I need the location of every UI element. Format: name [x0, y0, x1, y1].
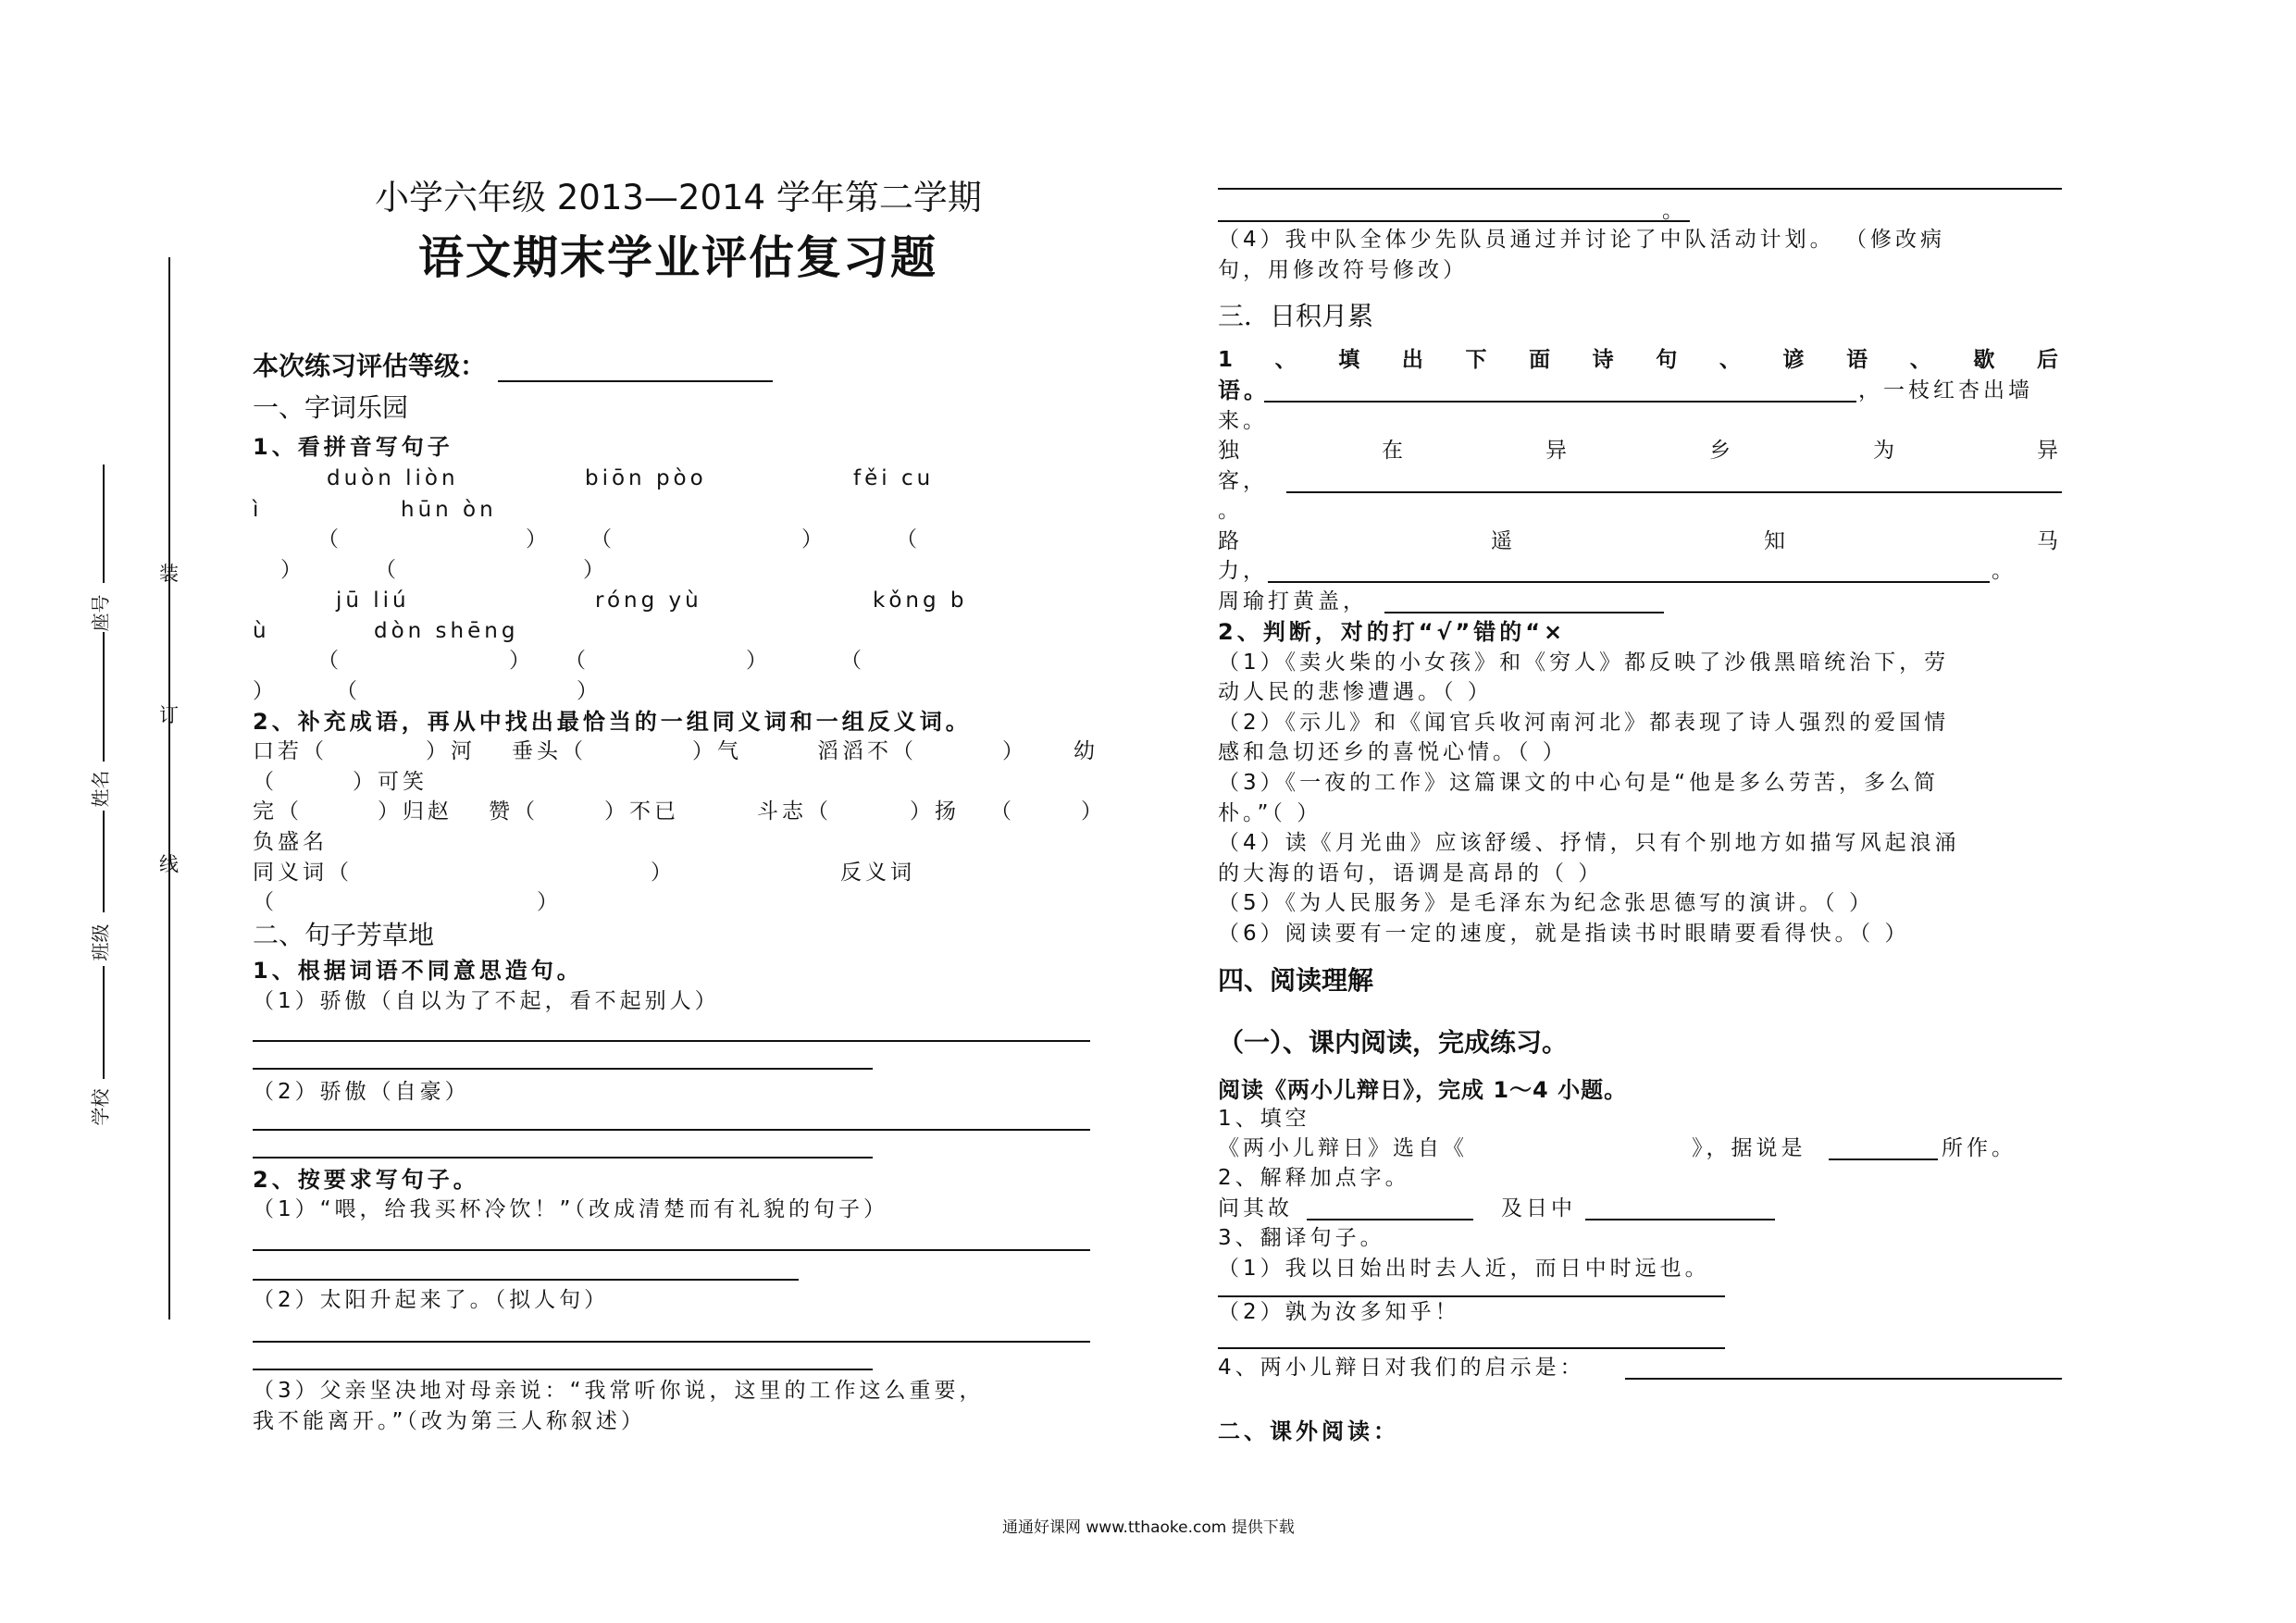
- pinyin-4: hūn òn: [401, 498, 497, 522]
- answer-paren-close: ）: [526, 527, 551, 551]
- answer-paren-open[interactable]: （: [565, 649, 590, 673]
- grade-blank[interactable]: [498, 380, 773, 382]
- answer-line[interactable]: [1268, 581, 1990, 583]
- idiom-text: 负盛名: [253, 830, 328, 854]
- antonym-label: 反义词: [840, 861, 915, 885]
- idiom-text: 滔滔不（: [817, 739, 917, 763]
- q2-1-title: 1、根据词语不同意思造句。: [253, 958, 583, 984]
- school-blank[interactable]: [103, 966, 105, 1079]
- q2-2-item3-line2: 我不能离开。”（改为第三人称叙述）: [253, 1409, 646, 1433]
- idiom-text: （: [253, 770, 278, 794]
- binding-char-ding: 订: [159, 704, 179, 726]
- answer-paren-open[interactable]: （: [375, 558, 400, 582]
- synonym-close: ）: [651, 861, 676, 885]
- answer-line[interactable]: [253, 1341, 1090, 1343]
- poem-line3: 。: [1218, 499, 1243, 523]
- answer-paren-open[interactable]: （: [840, 649, 865, 673]
- r-item4-line2: 句，用修改符号修改）: [1218, 258, 1468, 282]
- antonym-open[interactable]: （: [253, 890, 278, 914]
- q2-2-item2: （2）太阳升起来了。（拟人句）: [253, 1288, 610, 1312]
- answer-paren-close: ）: [577, 679, 602, 703]
- answer-paren-close: ）: [253, 679, 278, 703]
- idiom-text: ）归赵: [378, 799, 453, 824]
- answer-line[interactable]: [1286, 491, 2062, 493]
- zhouyu-text: 周瑜打黄盖，: [1218, 589, 1368, 613]
- judge-6: （6）阅读要有一定的速度，就是指读书时眼睛要看得快。（ ）: [1218, 922, 1910, 946]
- class-blank[interactable]: [103, 811, 105, 912]
- pinyin-8: dòn shēng: [374, 619, 519, 643]
- idiom-text: ）: [1002, 739, 1027, 763]
- q2-2-item3-line1: （3）父亲坚决地对母亲说：“我常听你说，这里的工作这么重要，: [253, 1379, 985, 1403]
- section2-heading: 二、句子芳草地: [253, 920, 435, 950]
- r-q3: 3、翻译句子。: [1218, 1226, 1385, 1250]
- binding-line: [168, 257, 170, 1319]
- q1-2-title: 2、补充成语，再从中找出最恰当的一组同义词和一组反义词。: [253, 709, 972, 735]
- name-label: 姓名: [89, 770, 112, 808]
- school-label: 学校: [89, 1088, 112, 1126]
- seat-number-label: 座号: [89, 594, 112, 632]
- pinyin-7: kǒng b: [873, 588, 968, 613]
- r-q2-a: 问其故: [1218, 1196, 1293, 1220]
- r-q3-2: （2）孰为汝多知乎！: [1218, 1300, 1460, 1324]
- judge-5: （5）《为人民服务》是毛泽东为纪念张思德写的演讲。（ ）: [1218, 891, 1874, 915]
- binding-char-zhuang: 装: [159, 563, 179, 585]
- r-q2: 2、解释加点字。: [1218, 1166, 1410, 1190]
- q2-2-title: 2、按要求写句子。: [253, 1167, 479, 1193]
- answer-line[interactable]: [253, 1068, 873, 1070]
- section4-sub2: 二、课外阅读：: [1218, 1419, 1399, 1444]
- poem-line1: 独 在 异 乡 为 异: [1218, 439, 2058, 463]
- answer-line[interactable]: [253, 1279, 799, 1281]
- judge-1a: （1）《卖火柴的小女孩》和《穷人》都反映了沙俄黑暗统治下，劳: [1218, 650, 1950, 675]
- name-blank[interactable]: [103, 632, 105, 762]
- judge-4b: 的大海的语句，语调是高昂的（ ）: [1218, 861, 1604, 886]
- answer-line[interactable]: [1218, 220, 1690, 222]
- answer-paren-close: ）: [583, 558, 608, 582]
- answer-line[interactable]: [1264, 401, 1856, 403]
- r-item4-line1: （4）我中队全体少先队员通过并讨论了中队活动计划。 （修改病: [1218, 228, 1945, 252]
- s3-q1-line1: 1 、 填 出 下 面 诗 句 、 谚 语 、 歇 后: [1218, 348, 2058, 372]
- pinyin-1: duòn liòn: [327, 466, 459, 490]
- idiom-text: （: [990, 799, 1015, 824]
- idiom-text: 口若（: [253, 739, 328, 763]
- title-line2: 语文期末学业评估复习题: [418, 231, 938, 284]
- answer-paren-close: ）: [746, 649, 771, 673]
- pinyin-7-tail: ù: [253, 619, 270, 643]
- answer-line[interactable]: [253, 1040, 1090, 1042]
- answer-paren-open[interactable]: （: [896, 527, 921, 551]
- idiom-text: ）河: [426, 739, 476, 763]
- judge-3a: （3）《一夜的工作》这篇课文的中心句是“他是多么劳苦，多么简: [1218, 771, 1940, 795]
- r-q1-text-b: 》，据说是: [1692, 1136, 1806, 1160]
- answer-line[interactable]: [253, 1157, 873, 1158]
- binding-char-xian: 线: [159, 853, 179, 875]
- q2-1-item2: （2）骄傲（自豪）: [253, 1080, 470, 1104]
- footer: 通通好课网 www.tthaoke.com 提供下载: [1002, 1518, 1295, 1537]
- r-q1-text-a: 《两小儿辩日》选自《: [1218, 1136, 1468, 1160]
- judge-2a: （2）《示儿》和《闻官兵收河南河北》都表现了诗人强烈的爱国情: [1218, 711, 1950, 735]
- answer-line[interactable]: [253, 1249, 1090, 1251]
- read-title: 阅读《两小儿辩日》，完成 1～4 小题。: [1218, 1077, 1628, 1103]
- answer-line[interactable]: [1218, 1295, 1725, 1297]
- road-line1: 路 遥 知 马: [1218, 529, 2058, 553]
- answer-paren-open[interactable]: （: [317, 527, 342, 551]
- author-blank[interactable]: [1829, 1158, 1938, 1160]
- pinyin-3: fěi cu: [853, 466, 935, 490]
- r-q1-text-c: 所作。: [1942, 1136, 2017, 1160]
- r-q1: 1、填空: [1218, 1107, 1310, 1131]
- answer-line[interactable]: [1585, 1219, 1775, 1220]
- answer-paren-close: ）: [801, 527, 826, 551]
- pinyin-3-tail: ì: [253, 498, 263, 522]
- section4-sub1: （一）、课内阅读，完成练习。: [1218, 1027, 1569, 1058]
- r-q4: 4、两小儿辩日对我们的启示是：: [1218, 1356, 1585, 1380]
- poem-line2-start: 客，: [1218, 469, 1268, 493]
- idiom-text: 赞（: [489, 799, 539, 824]
- s3-q2-title: 2、判断，对的打“√”错的“×: [1218, 619, 1567, 645]
- section1-heading: 一、字词乐园: [253, 392, 409, 423]
- answer-line[interactable]: [1625, 1378, 2062, 1380]
- title-line1: 小学六年级 2013—2014 学年第二学期: [375, 178, 982, 217]
- answer-paren-open[interactable]: （: [336, 679, 361, 703]
- q2-2-item1: （1）“喂，给我买杯冷饮！”（改成清楚而有礼貌的句子）: [253, 1197, 888, 1221]
- answer-line[interactable]: [1384, 612, 1664, 613]
- r-q3-1: （1）我以日始出时去人近，而日中时远也。: [1218, 1257, 1710, 1281]
- judge-2b: 感和急切还乡的喜悦心情。（ ）: [1218, 740, 1568, 764]
- section3-heading: 三．日积月累: [1218, 301, 1374, 331]
- antonym-close: ）: [537, 890, 562, 914]
- idiom-text: 垂头（: [512, 739, 587, 763]
- synonym-label: 同义词（: [253, 861, 353, 885]
- answer-paren-open[interactable]: （: [317, 649, 342, 673]
- class-label: 班级: [89, 923, 112, 961]
- idiom-text: 幼: [1074, 739, 1098, 763]
- pinyin-5: jū liú: [336, 588, 410, 613]
- road-line2-start: 力，: [1218, 559, 1268, 583]
- pinyin-2: biōn pòo: [585, 466, 707, 490]
- answer-line[interactable]: [253, 1129, 1090, 1131]
- q2-1-item1: （1）骄傲（自以为了不起，看不起别人）: [253, 989, 720, 1013]
- judge-3b: 朴。”（ ）: [1218, 801, 1322, 825]
- road-line2-end: 。: [1992, 559, 2017, 583]
- answer-line[interactable]: [1218, 188, 2062, 190]
- idiom-text: ）可笑: [353, 770, 428, 794]
- idiom-text: 完（: [253, 799, 303, 824]
- answer-line[interactable]: [1218, 1347, 1725, 1349]
- r-q2-b: 及日中: [1501, 1196, 1576, 1220]
- judge-1b: 动人民的悲惨遭遇。（ ）: [1218, 680, 1493, 704]
- idiom-text: 斗志（: [757, 799, 832, 824]
- grade-label: 本次练习评估等级：: [253, 351, 487, 381]
- q1-1-title: 1、看拼音写句子: [253, 434, 453, 460]
- s3-q1-line2-start: 语。: [1218, 378, 1270, 403]
- answer-line[interactable]: [253, 1369, 873, 1370]
- s3-q1-line2-end: ，一枝红杏出墙: [1858, 378, 2033, 403]
- answer-paren-close: ）: [509, 649, 534, 673]
- idiom-text: ）气: [692, 739, 742, 763]
- judge-4a: （4）读《月光曲》应该舒缓、抒情，只有个别地方如描写风起浪涌: [1218, 831, 1960, 855]
- seat-number-blank[interactable]: [103, 465, 105, 583]
- answer-paren-open[interactable]: （: [590, 527, 615, 551]
- answer-line[interactable]: [1307, 1219, 1473, 1220]
- idiom-text: ）扬: [910, 799, 960, 824]
- idiom-text: ）不已: [604, 799, 679, 824]
- s3-q1-line3: 来。: [1218, 409, 1268, 433]
- pinyin-6: róng yù: [595, 588, 702, 613]
- idiom-text: ）: [1081, 799, 1106, 824]
- section4-heading: 四、阅读理解: [1218, 965, 1374, 996]
- answer-paren-close: ）: [280, 558, 305, 582]
- period: 。: [1662, 199, 1687, 223]
